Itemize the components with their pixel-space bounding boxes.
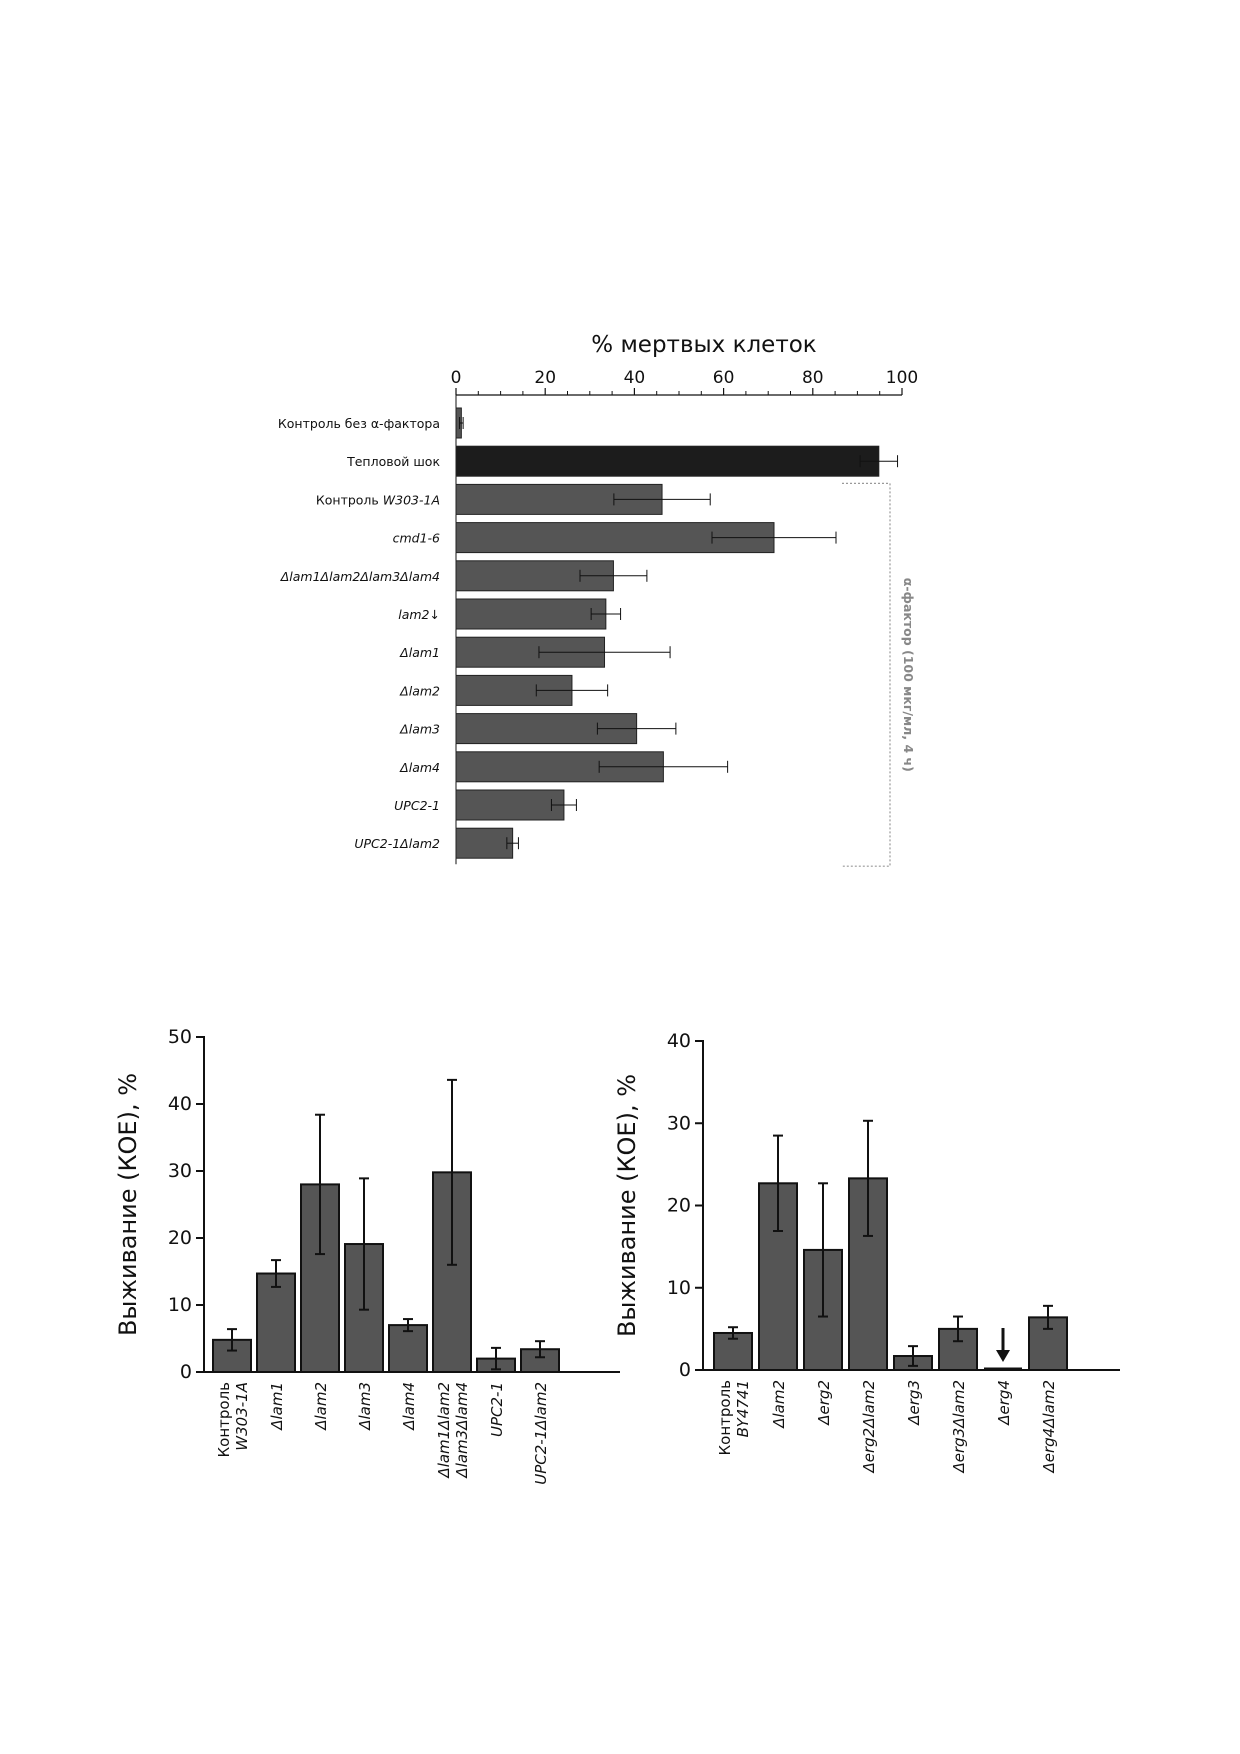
category-label: Δlam3 [356, 1382, 374, 1430]
category-label: Δlam3 [400, 721, 440, 737]
x-tick-label: 80 [801, 368, 824, 388]
category-label: UPC2-1 [394, 798, 440, 813]
chart-title: % мертвых клеток [591, 332, 817, 358]
category-label: Δerg3Δlam2 [950, 1380, 968, 1473]
category-label: BY4741 [734, 1380, 752, 1438]
category-label: UPC2-1Δlam2 [532, 1382, 550, 1485]
category-label: Δerg3 [905, 1380, 923, 1425]
category-label: Δlam1 [400, 645, 440, 661]
y-axis-label: Выживание (КОЕ), % [114, 1072, 142, 1337]
category-label: UPC2-1 [488, 1382, 506, 1437]
category-label: Δlam1Δlam2 [435, 1382, 453, 1478]
category-label: Δlam2 [770, 1380, 788, 1428]
category-label: Δlam2 [312, 1382, 330, 1430]
category-label: Тепловой шок [347, 454, 440, 470]
dead-cells-chart [278, 332, 918, 866]
bar [456, 446, 879, 476]
category-label: Δlam3Δlam4 [453, 1382, 471, 1478]
bar [389, 1325, 427, 1372]
y-tick-label: 10 [666, 1276, 691, 1299]
y-tick-label: 40 [666, 1030, 691, 1052]
x-tick-label: 20 [534, 368, 557, 388]
category-label: Δerg2Δlam2 [860, 1380, 878, 1473]
down-arrow-head [996, 1350, 1010, 1362]
y-tick-label: 0 [179, 1361, 192, 1383]
x-tick-label: 40 [623, 368, 646, 388]
category-label: Δlam4 [400, 759, 440, 775]
y-tick-label: 30 [666, 1112, 691, 1135]
category-label: lam2↓ [398, 607, 440, 622]
bar [456, 599, 606, 629]
category-label: Контроль без α-фактора [277, 416, 440, 431]
category-label: Контроль [215, 1382, 233, 1458]
y-tick-label: 20 [167, 1227, 192, 1249]
category-label: UPC2-1Δlam2 [354, 836, 440, 852]
survival-chart-lam [114, 1026, 620, 1485]
alpha-factor-bracket [842, 483, 890, 866]
category-label: cmd1-6 [392, 530, 440, 546]
bar [257, 1274, 295, 1372]
category-label: W303-1A [233, 1382, 251, 1451]
category-label: Контроль [716, 1380, 734, 1456]
y-tick-label: 10 [167, 1294, 192, 1316]
category-label: Δlam2 [400, 683, 440, 699]
category-label: Δlam1Δlam2Δlam3Δlam4 [280, 568, 440, 584]
y-tick-label: 0 [678, 1359, 691, 1381]
y-tick-label: 50 [167, 1026, 192, 1048]
category-label: Контроль W303-1A [315, 492, 440, 508]
x-tick-label: 0 [450, 368, 462, 388]
category-label: Δerg4Δlam2 [1040, 1380, 1058, 1473]
x-tick-label: 100 [885, 368, 919, 388]
category-label: Δlam1 [268, 1382, 286, 1430]
category-label: Δerg4 [995, 1380, 1013, 1425]
y-tick-label: 20 [666, 1194, 691, 1217]
category-label: Δlam4 [400, 1382, 418, 1430]
alpha-factor-label: α-фактор (100 мкг/мл, 4 ч) [901, 577, 916, 772]
x-tick-label: 60 [712, 368, 735, 388]
bar [456, 828, 513, 858]
survival-chart-erg [613, 1030, 1120, 1474]
y-tick-label: 30 [167, 1160, 192, 1182]
y-tick-label: 40 [167, 1093, 192, 1115]
bar [456, 790, 564, 820]
category-label: Δerg2 [815, 1380, 833, 1425]
y-axis-label: Выживание (КОЕ), % [613, 1073, 641, 1338]
